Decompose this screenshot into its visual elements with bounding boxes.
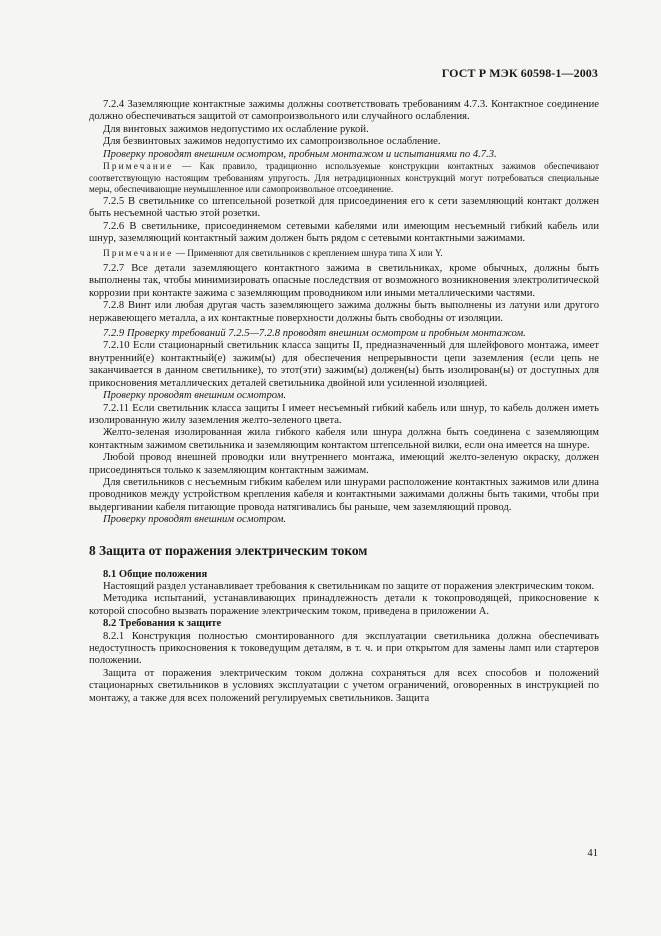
paragraph-7-2-5: 7.2.5 В светильнике со штепсельной розеткой для присоединения его к сети заземляющий контакт должен быть несъемной частью этой розетки. — [89, 195, 599, 220]
paragraph: Для безвинтовых зажимов недопустимо их самопроизвольное ослабление. — [103, 136, 441, 148]
paragraph: Методика испытаний, устанавливающих принадлежность детали к токопроводящей, прикосновение к которой способно вызвать поражение электрическим током, приведена в приложении А. — [89, 593, 599, 617]
verification-note: Проверку проводят внешним осмотром. — [103, 514, 287, 526]
paragraph-7-2-8: 7.2.8 Винт или любая другая часть заземляющего зажима должны быть выполнены из латуни или другого нержавеющего металла, а их контактные поверхности должны быть свободны от изоляции. — [89, 300, 599, 324]
note-text: — Как правило, традиционно используемые конструкции контактных зажимов обеспечивают соответствующую настоящим требованиям упругость. Для нетрадиционных конструкций могут потребоваться специальные меры, обеспечивающие неумышленное или самопроизвольное отсоединение. — [89, 161, 599, 195]
document-body — [89, 99, 599, 705]
paragraph: Для винтовых зажимов недопустимо их ослабление рукой. — [103, 123, 369, 135]
paragraph-8-2-1: 8.2.1 Конструкция полностью смонтированного для эксплуатации светильника должна обеспечивать недоступность прикосновения к токоведущим деталям, в т. ч. и при открытом для замены ламп или стартеров положении. — [89, 630, 599, 667]
note-text: — Применяют для светильников с креплением шнура типа X или Y. — [173, 248, 443, 259]
verification-note: Проверку проводят внешним осмотром, пробным монтажом и испытаниями по 4.7.3. — [103, 148, 497, 160]
paragraph-7-2-11: 7.2.11 Если светильник класса защиты I имеет несъемный гибкий кабель или шнур, то кабель должен иметь изолированную жилу заземления желто-зеленого цвета. — [89, 402, 599, 426]
paragraph-7-2-6: 7.2.6 В светильнике, присоединяемом сетевыми кабелями или имеющим несъемный гибкий кабель или шнур, заземляющий контактный зажим должен быть рядом с сетевыми контактными зажимами. — [89, 220, 599, 245]
paragraph: Защита от поражения электрическим током должна сохраняться для всех способов и положений стационарных светильников в условиях эксплуатации с учетом ограничений, оговоренных в инструкцией по монтажу, а также для всех положений регулируемых светильников. Защита — [89, 667, 599, 704]
paragraph-7-2-9: 7.2.9 Проверку требований 7.2.5—7.2.8 проводят внешним осмотром и пробным монтажом. — [103, 328, 526, 340]
subsection-8-1-heading: 8.1 Общие положения — [103, 568, 208, 580]
paragraph-7-2-4: 7.2.4 Заземляющие контактные зажимы должны соответствовать требованиям 4.7.3. Контактное соединение должно обеспечиваться защитой от самопроизвольного или случайного ослабления. — [89, 99, 599, 123]
paragraph: Для светильников с несъемным гибким кабелем или шнурами расположение контактных зажимов или длина проводников между устройством крепления кабеля и контактными зажимами должны быть такими, чтобы при выдергивании кабеля питающие провода натягивались бы раньше, чем заземляющий провод. — [89, 476, 599, 513]
note-label: Примечание — [103, 161, 174, 172]
verification-note: Проверку проводят внешним осмотром. — [103, 390, 287, 402]
paragraph: Желто-зеленая изолированная жила гибкого кабеля или шнура должна быть соединена с заземляющим контактным зажимом светильника и заземляющим контактом штепсельной вилки, если она имеется на шнуре. — [89, 427, 599, 451]
standard-header: ГОСТ Р МЭК 60598-1—2003 — [441, 66, 598, 80]
note-label: Примечание — [103, 248, 174, 259]
paragraph: Настоящий раздел устанавливает требования к светильникам по защите от поражения электрическим током. — [103, 580, 595, 592]
section-8-heading: 8 Защита от поражения электрическим током — [89, 542, 368, 558]
page-number: 41 — [587, 848, 598, 859]
note-1 — [89, 161, 599, 196]
paragraph: Любой провод внешней проводки или внутреннего монтажа, имеющий желто-зеленую окраску, должен присоединяться только к заземляющим контактным зажимам. — [89, 452, 599, 476]
note-2 — [89, 248, 599, 260]
subsection-8-2-heading: 8.2 Требования к защите — [103, 618, 222, 630]
paragraph-7-2-10: 7.2.10 Если стационарный светильник класса защиты II, предназначенный для шлейфового монтажа, имеет внутренний(е) контактный(е) зажим(ы) для обеспечения непрерывности цепи заземления (если цепь не заканчивается в данном светильнике), то этот(эти) зажим(ы) должен(ы) быть изолирован(ы) от доступных для прикосновения металлических деталей светильника двойной или усиленной изоляцией. — [89, 340, 599, 389]
paragraph-7-2-7: 7.2.7 Все детали заземляющего контактного зажима в светильниках, кроме обычных, должны быть выполнены так, чтобы минимизировать опасные последствия от возможного возникновения электролитической коррозии при контакте зажима с заземляющим проводником или иными металлическими частями. — [89, 263, 599, 299]
